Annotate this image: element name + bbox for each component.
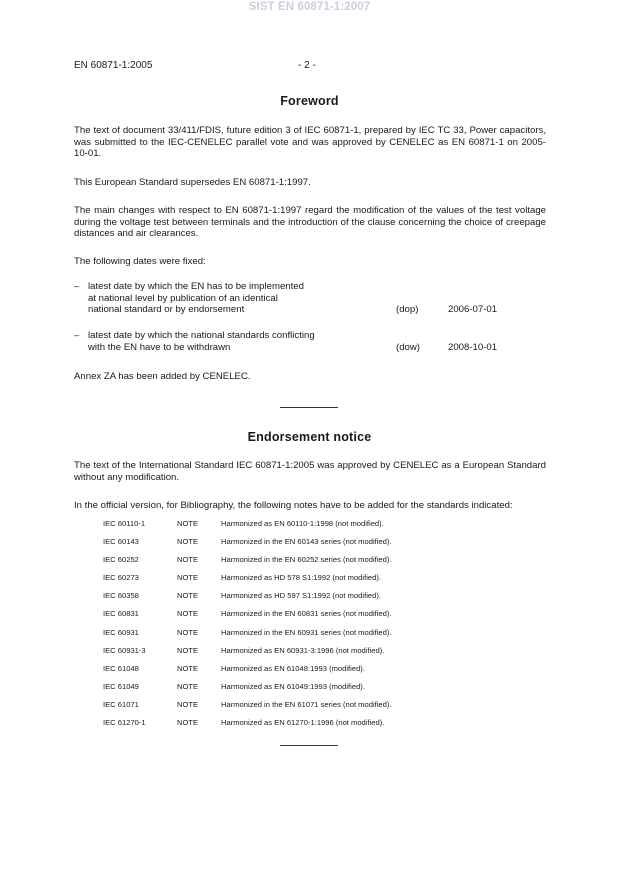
dash-marker: – <box>74 330 80 341</box>
date-value: 2006-07-01 <box>448 304 498 315</box>
standard-id: IEC 60931 <box>103 627 139 637</box>
note-text: Harmonized as EN 60110-1:1998 (not modified). <box>221 519 384 528</box>
note-label: NOTE <box>177 699 199 709</box>
note-label: NOTE <box>177 627 199 637</box>
standard-id: IEC 60358 <box>103 591 139 601</box>
annex-note: Annex ZA has been added by CENELEC. <box>74 371 251 382</box>
standard-id: IEC 60110-1 <box>103 519 146 528</box>
note-text: Harmonized as EN 60931-3:1996 (not modified). <box>221 645 385 655</box>
date-abbr: (dow) <box>396 342 420 353</box>
endorsement-paragraph: The text of the International Standard IEC 60871-1:2005 was approved by CENELEC as a European Standard without any modification. <box>74 460 546 483</box>
note-text: Harmonized as EN 61049:1993 (modified). <box>221 681 365 691</box>
endorsement-intro: In the official version, for Bibliography, the following notes have to be added for the standards indicated: <box>74 500 513 511</box>
standard-id: IEC 61270-1 <box>103 718 146 728</box>
standard-id: IEC 60252 <box>103 555 139 565</box>
endorsement-title: Endorsement notice <box>247 430 372 444</box>
foreword-paragraph-1: The text of document 33/411/FDIS, future edition 3 of IEC 60871-1, prepared by IEC TC 33, Power capacitors, was submitted to the IEC-CENELEC parallel vote and was approved by CENELEC as EN 60871-1 on 2005-10-01. <box>74 125 546 159</box>
standard-id: IEC 61048 <box>103 663 139 673</box>
note-label: NOTE <box>177 555 199 565</box>
date-value: 2008-10-01 <box>448 342 498 353</box>
date-item-line: national standard or by endorsement <box>88 304 245 315</box>
date-abbr: (dop) <box>396 304 419 315</box>
foreword-paragraph-3: The main changes with respect to EN 60871-1:1997 regard the modification of the values of the test voltage during the voltage test between terminals and the introduction of the clause concerning the choice of creepage distances and air clearances. <box>74 205 546 239</box>
note-text: Harmonized in the EN 61071 series (not modified). <box>221 699 392 709</box>
section-divider <box>280 745 338 746</box>
standard-id: IEC 60273 <box>103 573 139 583</box>
date-item-line: latest date by which the national standards conflicting <box>88 330 315 341</box>
note-label: NOTE <box>177 591 199 601</box>
foreword-title: Foreword <box>280 94 339 108</box>
note-text: Harmonized as EN 61048:1993 (modified). <box>221 663 365 673</box>
section-divider <box>280 407 338 408</box>
date-item-line: at national level by publication of an identical <box>88 292 278 304</box>
date-item-line: latest date by which the EN has to be implemented <box>88 281 304 292</box>
standard-id: IEC 60931-3 <box>103 645 146 655</box>
note-text: Harmonized as EN 61270-1:1996 (not modified). <box>221 718 385 728</box>
note-text: Harmonized in the EN 60831 series (not modified). <box>221 609 392 619</box>
note-label: NOTE <box>177 519 199 528</box>
foreword-paragraph-2: This European Standard supersedes EN 60871-1:1997. <box>74 177 311 188</box>
date-item-line: with the EN have to be withdrawn <box>88 341 231 353</box>
note-label: NOTE <box>177 663 199 673</box>
dash-marker: – <box>74 281 80 292</box>
standard-id: IEC 60143 <box>103 537 139 547</box>
standard-id: IEC 61071 <box>103 699 139 709</box>
note-text: Harmonized in the EN 60143 series (not modified). <box>221 537 392 547</box>
note-label: NOTE <box>177 681 199 691</box>
note-text: Harmonized in the EN 60931 series (not modified). <box>221 627 392 637</box>
note-label: NOTE <box>177 718 199 728</box>
note-label: NOTE <box>177 537 199 547</box>
date-item-text <box>88 281 388 316</box>
note-text: Harmonized as HD 578 S1:1992 (not modified). <box>221 573 381 583</box>
note-label: NOTE <box>177 573 199 583</box>
note-label: NOTE <box>177 645 199 655</box>
standard-id: IEC 60831 <box>103 609 139 619</box>
page-number: - 2 - <box>298 60 316 71</box>
date-item-text <box>88 330 388 353</box>
standard-id: IEC 61049 <box>103 681 139 691</box>
foreword-paragraph-4: The following dates were fixed: <box>74 256 206 267</box>
watermark: SIST EN 60871-1:2007 <box>248 1 371 13</box>
note-text: Harmonized in the EN 60252 series (not modified). <box>221 555 392 565</box>
note-text: Harmonized as HD 597 S1:1992 (not modified). <box>221 591 381 601</box>
document-id: EN 60871-1:2005 <box>74 60 153 71</box>
note-label: NOTE <box>177 609 199 619</box>
